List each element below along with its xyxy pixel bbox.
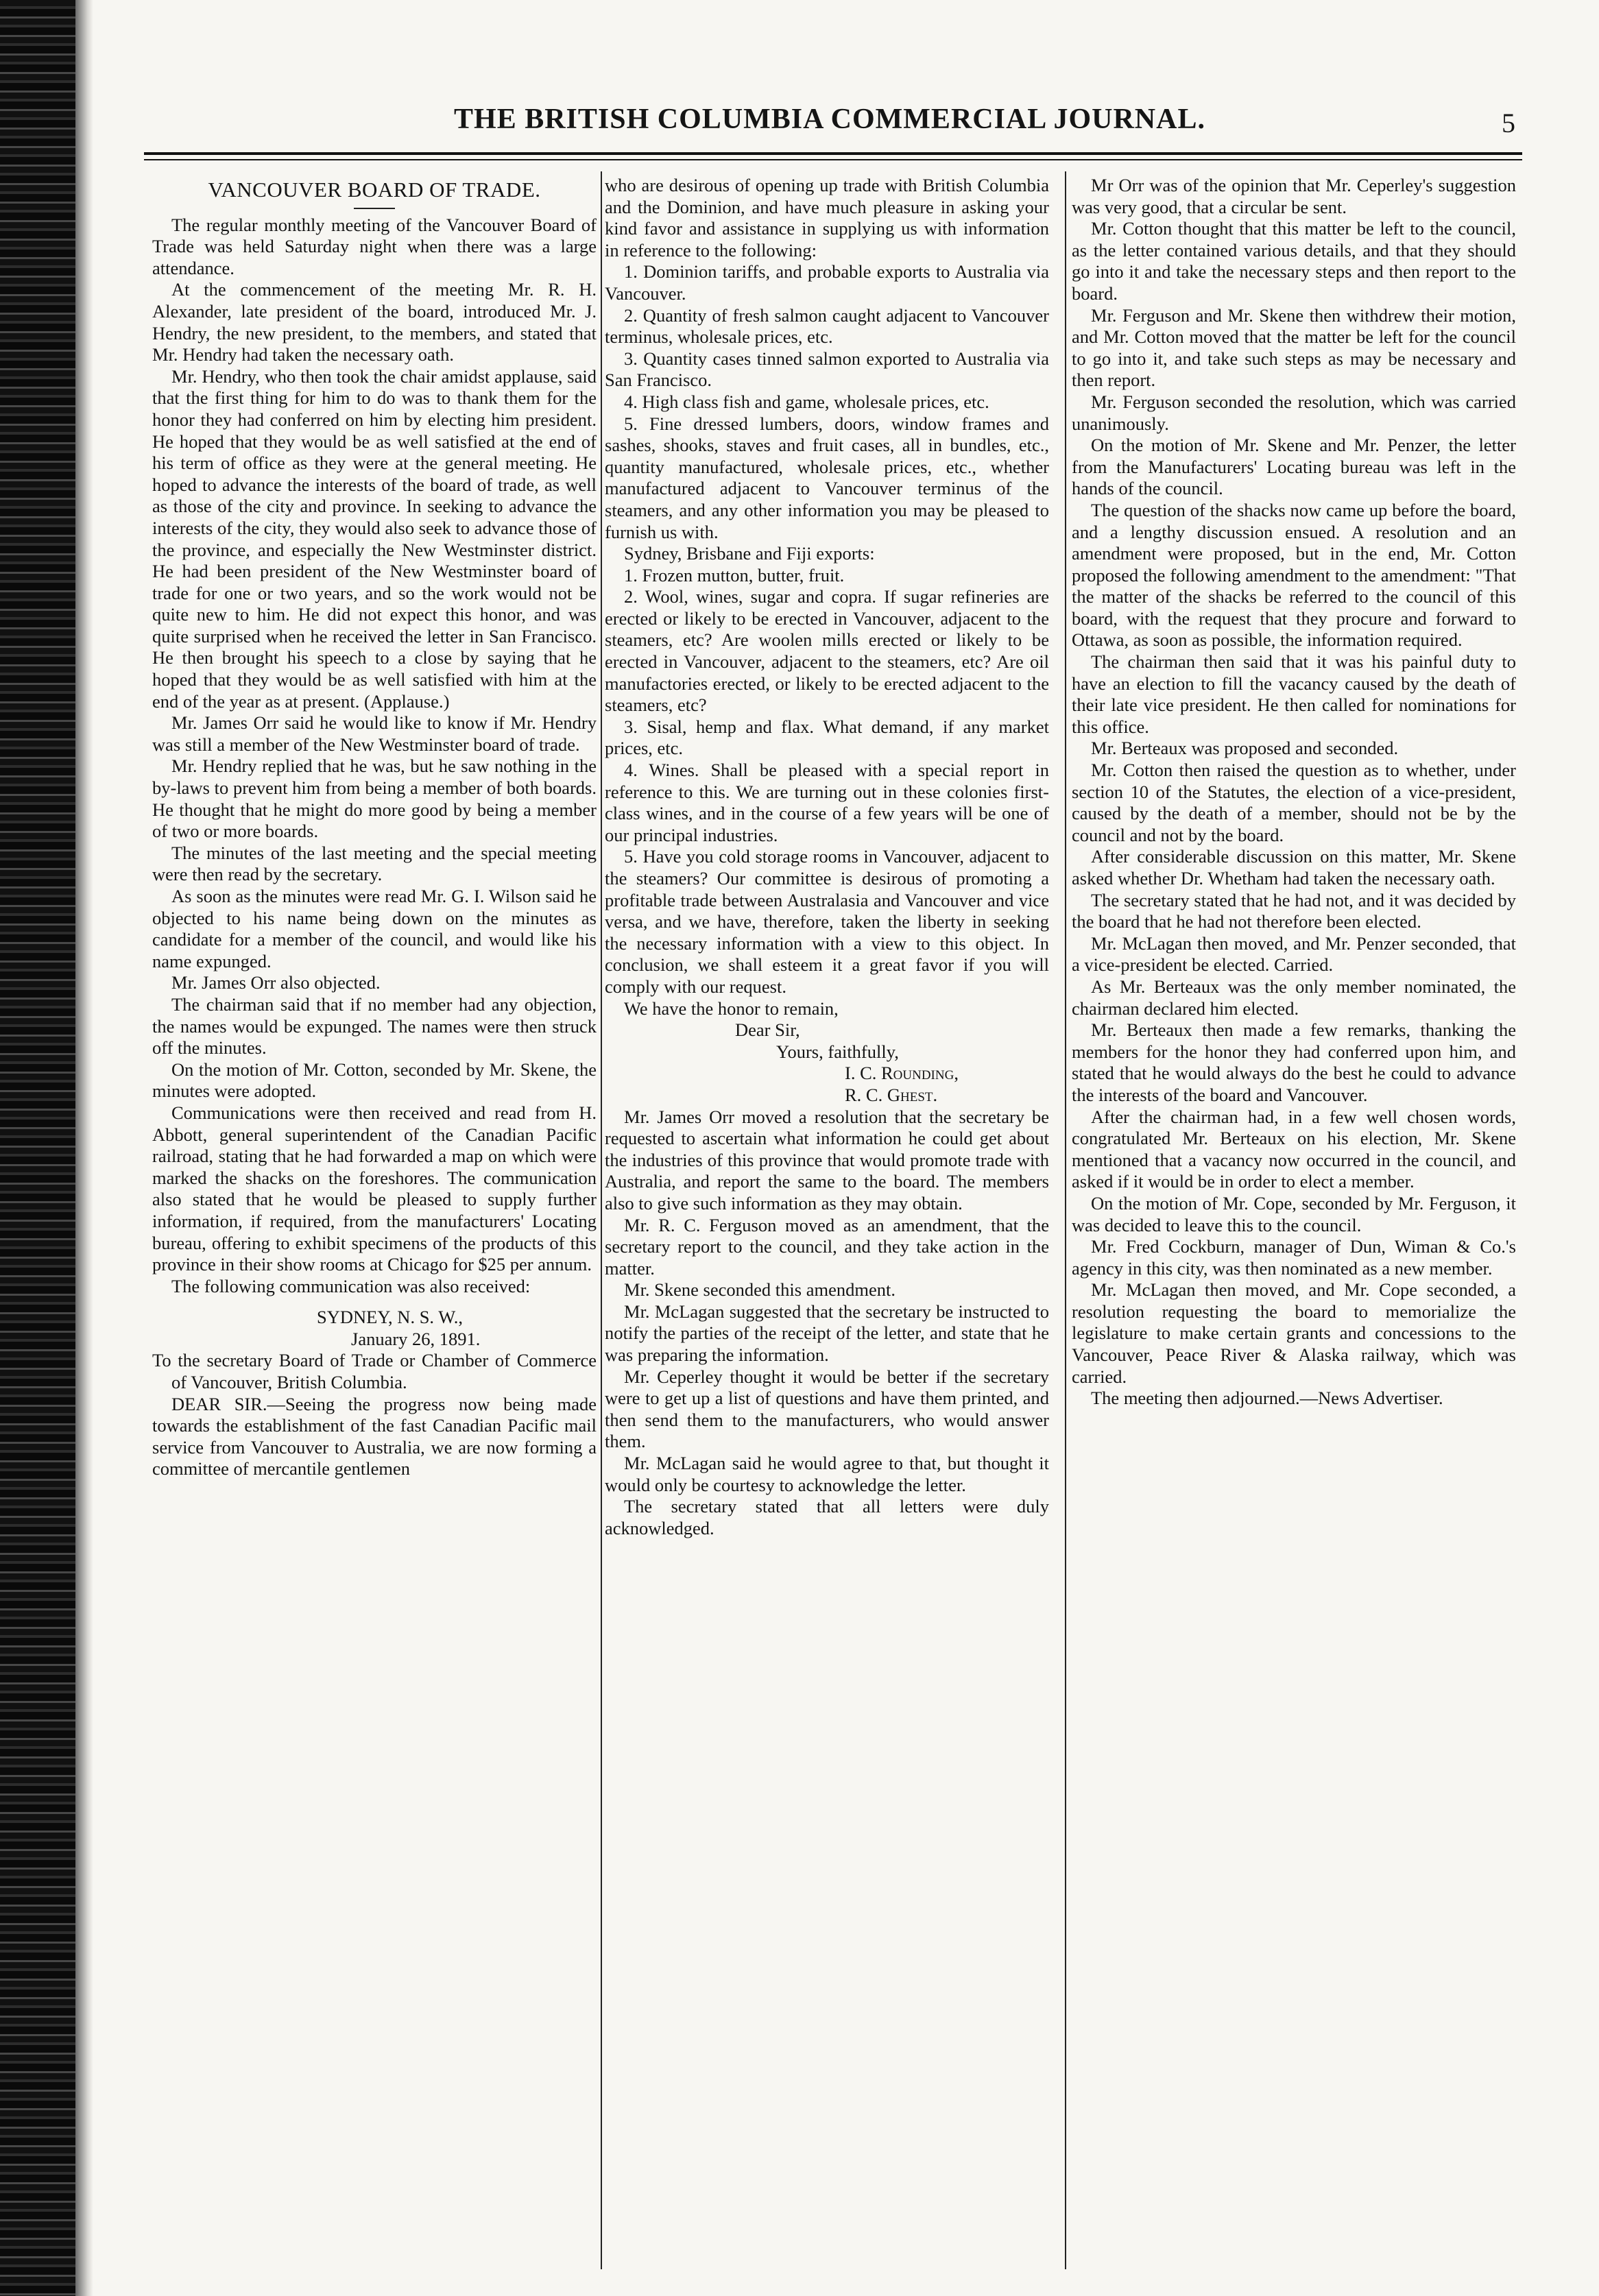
column-1 <box>152 175 597 2266</box>
list-item: 3. Quantity cases tinned salmon exported to Australia via San Francisco. <box>605 348 1049 391</box>
paragraph: The chairman then said that it was his painful duty to have an election to fill the vacancy caused by the death of their late vice president. He then called for nominations for this office. <box>1072 651 1516 737</box>
paragraph: After the chairman had, in a few well chosen words, congratulated Mr. Berteaux on his election, Mr. Skene mentioned that a vacancy now occurred in the council, and asked if it would be in order to elect a member. <box>1072 1106 1516 1192</box>
paragraph: Mr. Ceperley thought it would be better if the secretary were to get up a list of questions and have them printed, and then send them to the manufacturers, who would answer them. <box>605 1366 1049 1452</box>
list-item: 4. High class fish and game, wholesale prices, etc. <box>624 391 989 412</box>
paragraph: We have the honor to remain, <box>624 998 839 1019</box>
paragraph: Sydney, Brisbane and Fiji exports: <box>624 543 875 564</box>
paragraph: At the commencement of the meeting Mr. R. H. Alexander, late president of the board, introduced Mr. J. Hendry, the new president, to the members, and stated that Mr. Hendry had taken the necessary oath. <box>152 279 597 365</box>
journal-title: THE BRITISH COLUMBIA COMMERCIAL JOURNAL. <box>454 104 1205 135</box>
paragraph: Mr. Skene seconded this amendment. <box>624 1279 895 1301</box>
paragraph: After considerable discussion on this matter, Mr. Skene asked whether Dr. Whetham had taken the necessary oath. <box>1072 846 1516 889</box>
column-3 <box>1072 175 1516 2266</box>
paragraph: On the motion of Mr. Skene and Mr. Penzer, the letter from the Manufacturers' Locating bureau was left in the hands of the council. <box>1072 435 1516 499</box>
list-item: 2. Wool, wines, sugar and copra. If sugar refineries are erected or likely to be erected in Vancouver, adjacent to the steamers, etc? Are woolen mills erected or likely to be erected in Vancouver, adjacent to the steamers, etc? Are oil manufactories erected, or likely to be erected adjacent to the steamers, etc? <box>605 586 1049 716</box>
paragraph: who are desirous of opening up trade with British Columbia and the Dominion, and have much pleasure in asking your kind favor and assistance in supplying us with information in reference to the following: <box>605 175 1049 261</box>
header-rule-thin <box>144 159 1522 160</box>
paragraph: Mr. James Orr said he would like to know if Mr. Hendry was still a member of the New Westminster board of trade. <box>152 712 597 755</box>
paragraph: Mr. McLagan then moved, and Mr. Penzer seconded, that a vice-president be elected. Carried. <box>1072 932 1516 976</box>
paragraph: The question of the shacks now came up before the board, and a lengthy discussion ensued. A resolution and an amendment were proposed, but in the end, Mr. Cotton proposed the following amendment to the amendment: "That the matter of the shacks be referred to the council of this board, with the request that they procure and forward to Ottawa, as soon as possible, the information required. <box>1072 499 1516 651</box>
paragraph: The secretary stated that all letters were duly acknowledged. <box>605 1496 1049 1538</box>
paragraph: Mr. McLagan suggested that the secretary be instructed to notify the parties of the receipt of the letter, and state that he was preparing the information. <box>605 1301 1049 1366</box>
paragraph: Mr. Ferguson seconded the resolution, which was carried unanimously. <box>1072 391 1516 434</box>
header-rule <box>144 152 1522 155</box>
paragraph: As soon as the minutes were read Mr. G. I. Wilson said he objected to his name being down on the minutes as candidate for a member of the council, and would like his name expunged. <box>152 886 597 971</box>
paragraph: The meeting then adjourned.—News Advertiser. <box>1091 1388 1443 1409</box>
paragraph: The following communication was also received: <box>171 1275 531 1296</box>
column-divider <box>601 171 602 2269</box>
list-item: 5. Fine dressed lumbers, doors, window frames and sashes, shooks, staves and fruit cases, all in bundles, etc., quantity manufactured, wholesale prices, etc., whether manufactured adjacent to Vancouver terminus of the steamers, and any other information you may be pleased to furnish us with. <box>605 413 1049 542</box>
paragraph: Mr. R. C. Ferguson moved as an amendment, that the secretary report to the council, and they take action in the matter. <box>605 1214 1049 1279</box>
paragraph: Mr Orr was of the opinion that Mr. Ceperley's suggestion was very good, that a circular be sent. <box>1072 175 1516 217</box>
list-item: 5. Have you cold storage rooms in Vancouver, adjacent to the steamers? Our committee is desirous of promoting a profitable trade between Australasia and Vancouver and vice versa, and we have, therefore, taken the liberty in seeking the necessary information with a view to this object. In conclusion, we shall esteem it a great favor if you will comply with our request. <box>605 846 1049 997</box>
paragraph: Mr. James Orr moved a resolution that the secretary be requested to ascertain what information he could get about the industries of this province that would promote trade with Australia, and report the same to the board. The members also to give such information as they may obtain. <box>605 1106 1049 1213</box>
list-item: 4. Wines. Shall be pleased with a special report in reference to this. We are turning out in these colonies first-class wines, and in the course of a few years will be one of our principal industries. <box>605 760 1049 845</box>
paragraph: Mr. McLagan said he would agree to that, but thought it would only be courtesy to acknowledge the letter. <box>605 1453 1049 1495</box>
letter-address: To the secretary Board of Trade or Chamber of Commerce of Vancouver, British Columbia. <box>152 1350 597 1393</box>
paragraph: On the motion of Mr. Cotton, seconded by Mr. Skene, the minutes were adopted. <box>152 1059 597 1102</box>
list-item: 1. Frozen mutton, butter, fruit. <box>624 564 845 585</box>
paragraph: Mr. Cotton thought that this matter be left to the council, as the letter contained various details, and that they should go into it and take the necessary steps and then report to the board. <box>1072 218 1516 304</box>
closing-valediction: Yours, faithfully, <box>776 1041 899 1062</box>
paragraph: Communications were then received and read from H. Abbott, general superintendent of the Canadian Pacific railroad, stating that he had forwarded a map on which were marked the shacks on the foreshores. The communication also stated that he would be pleased to supply further information, if required, from the manufacturers' Locating bureau, offering to exhibit specimens of the products of this province in their show rooms at Chicago for $25 per annum. <box>152 1102 597 1275</box>
paragraph: On the motion of Mr. Cope, seconded by Mr. Ferguson, it was decided to leave this to the council. <box>1072 1192 1516 1235</box>
paragraph: Mr. Ferguson and Mr. Skene then withdrew their motion, and Mr. Cotton moved that the matter be left for the council to go into it, and take such steps as may be necessary and then report. <box>1072 304 1516 391</box>
paragraph: Mr. Fred Cockburn, manager of Dun, Wiman & Co.'s agency in this city, was then nominated as a new member. <box>1072 1236 1516 1279</box>
list-item: 1. Dominion tariffs, and probable exports to Australia via Vancouver. <box>605 261 1049 304</box>
paragraph: The regular monthly meeting of the Vancouver Board of Trade was held Saturday night when there was a large attendance. <box>152 214 597 278</box>
page-header <box>137 103 1522 151</box>
article-heading: VANCOUVER BOARD OF TRADE. <box>208 178 541 202</box>
paragraph: The chairman said that if no member had any objection, the names would be expunged. The names were then struck off the minutes. <box>152 993 597 1059</box>
paragraph: Mr. McLagan then moved, and Mr. Cope seconded, a resolution requesting the board to memorialize the legislature to make certain grants and concessions to the Vancouver, Peace River & Alaska railway, which was carried. <box>1072 1279 1516 1387</box>
paragraph: Mr. Cotton then raised the question as to whether, under section 10 of the Statutes, the election of a vice-president, caused by the death of a member, should not be by the council and not by the board. <box>1072 760 1516 845</box>
page-number: 5 <box>1502 108 1515 138</box>
signature: I. C. Rounding, <box>845 1063 959 1084</box>
paragraph: The minutes of the last meeting and the special meeting were then read by the secretary. <box>152 842 597 885</box>
letter-date: January 26, 1891. <box>351 1328 481 1349</box>
paragraph: The secretary stated that he had not, and it was decided by the board that he had not therefore been elected. <box>1072 889 1516 932</box>
paragraph: Mr. Berteaux was proposed and seconded. <box>1091 738 1399 759</box>
binding-edge <box>0 0 75 2296</box>
paragraph: Mr. James Orr also objected. <box>171 972 381 993</box>
binding-shadow <box>75 0 93 2296</box>
paragraph: Mr. Hendry, who then took the chair amidst applause, said that the first thing for him to do was to thank them for the honor they had conferred on him by electing him president. He hoped that they would be as well satisfied at the end of his term of office as they were at the general meeting. He hoped to advance the interests of the board of trade, as well as those of the city and province. In seeking to advance the interests of the city, they would also seek to advance those of the province, and especially the New Westminster district. He had been president of the New Westminster board of trade for one or two years, and so the work would not be quite new to him. He did not expect this honor, and was quite surprised when he received the letter in San Francisco. He then brought his speech to a close by saying that he hoped that they would be as well satisfied with him at the end of the year as at present. (Applause.) <box>152 365 597 712</box>
list-item: 2. Quantity of fresh salmon caught adjacent to Vancouver terminus, wholesale prices, etc. <box>605 304 1049 348</box>
letter-place: SYDNEY, N. S. W., <box>317 1307 464 1328</box>
letter-opening: DEAR SIR.—Seeing the progress now being made towards the establishment of the fast Canadian Pacific mail service from Vancouver to Australia, we are now forming a committee of mercantile gentlemen <box>152 1393 597 1479</box>
signature: R. C. Ghest. <box>845 1084 938 1105</box>
paragraph: Mr. Hendry replied that he was, but he saw nothing in the by-laws to prevent him from being a member of both boards. He thought that he might do more good by being a member of two or more boards. <box>152 756 597 842</box>
column-2 <box>605 175 1049 2266</box>
paragraph: Mr. Berteaux then made a few remarks, thanking the members for the honor they had conferred upon him, and stated that he would always do the best he could to advance the interests of the board and Vancouver. <box>1072 1019 1516 1105</box>
column-divider <box>1065 171 1066 2269</box>
list-item: 3. Sisal, hemp and flax. What demand, if any market prices, etc. <box>605 716 1049 759</box>
heading-rule <box>354 208 395 209</box>
closing-salutation: Dear Sir, <box>735 1019 800 1041</box>
paragraph: As Mr. Berteaux was the only member nominated, the chairman declared him elected. <box>1072 976 1516 1019</box>
